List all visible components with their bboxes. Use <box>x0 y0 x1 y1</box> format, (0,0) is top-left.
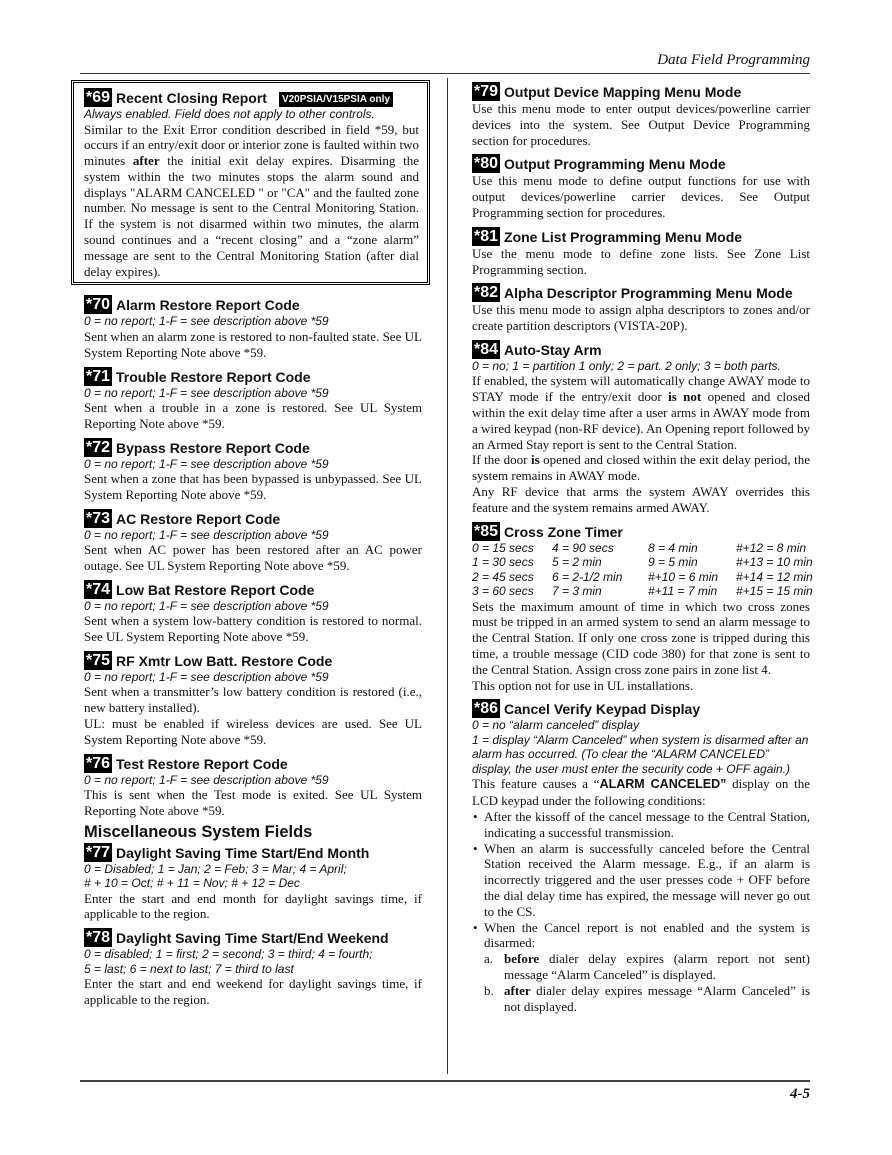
field-options: 5 = last; 6 = next to last; 7 = third to last <box>84 961 294 976</box>
field-description: Use the menu mode to define zone lists. See Zone List Programming section. <box>472 245 810 277</box>
footer-rule <box>80 1080 810 1082</box>
condition-list <box>472 809 810 951</box>
field-74-entry <box>84 580 422 645</box>
field-77-entry <box>84 843 422 923</box>
field-options: # + 10 = Oct; # + 11 = Nov; # + 12 = Dec <box>84 876 300 891</box>
cross-zone-options-grid <box>472 540 813 599</box>
field-title: Alarm Restore Report Code <box>116 297 300 314</box>
field-description: Similar to the Exit Error condition described in field *59, but occurs if an entry/exit door or interior zone is faulted within two minutes after the initial exit delay expires. Disarming the system within the two minutes stops the alarm sound and displays "ALARM CANCELED " or "CA" and the faulted zone number. No message is sent to the Central Monitoring Station. If the system is not disarmed within two minutes, the alarm sound continues and a “recent closing” and a “zone alarm” message are sent to the Central Monitoring Station (after dial delay expires). <box>84 121 419 279</box>
list-item: • When an alarm is successfully canceled before the Central Station received the Alarm message. E.g., if an alarm is incorrectly triggered and the user presses code + OFF before the dial delay time has expired, the message will never go out to the CS. <box>484 841 810 920</box>
field-70-entry <box>84 295 422 360</box>
field-description: Use this menu mode to define output functions for use with output devices/powerline carrier devices. See Output Programming section for procedures. <box>472 173 810 220</box>
option-cell: 5 = 2 min <box>552 555 602 570</box>
field-tag: *81 <box>474 227 499 245</box>
field-description: Sent when a zone that has been bypassed is unbypassed. See UL System Reporting Note above *59. <box>84 471 422 502</box>
ul-note: UL: must be enabled if wireless devices are used. See UL System Reporting Note above *59. <box>84 716 422 747</box>
field-options: 0 = no; 1 = partition 1 only; 2 = part. 2 only; 3 = both parts. <box>472 358 781 373</box>
field-title: Cross Zone Timer <box>504 523 623 540</box>
sub-condition-list <box>472 951 810 1014</box>
option-cell: #+11 = 7 min <box>648 584 718 599</box>
field-78-entry <box>84 928 422 1008</box>
field-tag: *79 <box>474 83 499 100</box>
ul-note: This option not for use in UL installations. <box>472 677 694 693</box>
field-description: This feature causes a “ALARM CANCELED” display on the LCD keypad under the following conditions: <box>472 776 810 809</box>
section-heading: Miscellaneous System Fields <box>84 822 313 841</box>
option-cell: 3 = 60 secs <box>472 584 534 599</box>
option-cell: #+15 = 15 min <box>736 584 813 599</box>
field-description: Sent when a system low-battery condition is restored to normal. See UL System Reporting Note above *59. <box>84 613 422 645</box>
field-title: Output Programming Menu Mode <box>504 156 726 173</box>
field-80-entry <box>472 154 810 220</box>
field-options: 0 = no report; 1-F = see description above *59 <box>84 527 329 542</box>
field-tag: *69 <box>86 89 111 106</box>
field-tag: *76 <box>86 754 111 772</box>
field-options: 0 = no “alarm canceled” display <box>472 718 640 733</box>
field-options: 0 = no report; 1-F = see description above *59 <box>84 669 329 684</box>
field-title: Daylight Saving Time Start/End Weekend <box>116 930 389 947</box>
option-cell: #+12 = 8 min <box>736 540 807 555</box>
field-description: Enter the start and end weekend for daylight savings time, if applicable to the region. <box>84 976 422 1007</box>
field-title: Daylight Saving Time Start/End Month <box>116 844 370 861</box>
field-options: 0 = no report; 1-F = see description above *59 <box>84 456 329 471</box>
field-title: Bypass Restore Report Code <box>116 439 310 456</box>
model-badge: V20PSIA/V15PSIA only <box>279 92 393 107</box>
field-description: Sent when an alarm zone is restored to non-faulted state. See UL System Reporting Note above *59. <box>84 328 422 360</box>
right-column <box>472 80 813 1020</box>
option-cell: 2 = 45 secs <box>472 569 534 584</box>
field-options: 0 = Disabled; 1 = Jan; 2 = Feb; 3 = Mar; 4 = April; <box>84 861 347 876</box>
list-item: • After the kissoff of the cancel message to the Central Station, indicating a successful transmission. <box>484 809 810 841</box>
field-tag: *84 <box>474 340 499 358</box>
field-69-box <box>71 80 430 285</box>
option-cell: 4 = 90 secs <box>552 540 614 555</box>
field-title: Low Bat Restore Report Code <box>116 581 315 598</box>
option-cell: 1 = 30 secs <box>472 555 534 570</box>
option-cell: 9 = 5 min <box>648 555 698 570</box>
field-description: Sent when AC power has been restored after an AC power outage. See UL System Reporting Note above *59. <box>84 542 422 574</box>
field-title: Zone List Programming Menu Mode <box>504 228 743 245</box>
field-options: Always enabled. Field does not apply to other controls. <box>84 107 375 121</box>
field-tag: *86 <box>474 700 499 718</box>
field-81-entry <box>472 227 810 278</box>
field-title: RF Xmtr Low Batt. Restore Code <box>116 652 333 669</box>
field-title: Trouble Restore Report Code <box>116 368 311 385</box>
field-title: AC Restore Report Code <box>116 510 281 527</box>
list-item: a. before dialer delay expires (alarm report not sent) message “Alarm Canceled” is displayed. <box>484 951 810 982</box>
field-tag: *70 <box>86 296 111 314</box>
field-title: Alpha Descriptor Programming Menu Mode <box>504 285 793 302</box>
field-title: Auto-Stay Arm <box>504 341 602 358</box>
field-85-entry <box>472 522 813 694</box>
field-options: 0 = no report; 1-F = see description above *59 <box>84 598 329 613</box>
option-cell: #+13 = 10 min <box>736 555 813 570</box>
page-number: 4-5 <box>790 1086 810 1102</box>
field-description: Sets the maximum amount of time in which two cross zones must be tripped in an armed system to send an alarm message to the Central Station. If only one cross zone is tripped during this time, a trouble message (CID code 380) for that zone is sent to the Central Station. Assign cross zone pairs in zone list 4. <box>472 598 810 677</box>
field-tag: *77 <box>86 843 111 861</box>
field-tag: *82 <box>474 284 499 302</box>
field-title: Cancel Verify Keypad Display <box>504 701 701 718</box>
list-item: b. after dialer delay expires message “Alarm Canceled” is not displayed. <box>484 982 810 1014</box>
field-73-entry <box>84 509 422 574</box>
page-header-title: Data Field Programming <box>657 52 810 68</box>
field-description: Use this menu mode to assign alpha descriptors to zones and/or create partition descriptors (VISTA-20P). <box>472 302 810 334</box>
option-cell: #+10 = 6 min <box>648 569 719 584</box>
field-options: 1 = display “Alarm Canceled” when system is disarmed after an alarm has occurred. (To clear the “ALARM CANCELED” display, the user must enter the security code + OFF again.) <box>472 732 809 776</box>
field-options: 0 = no report; 1-F = see description above *59 <box>84 772 329 787</box>
option-cell: 7 = 3 min <box>552 584 602 599</box>
field-description: Use this menu mode to enter output devices/powerline carrier devices into the system. See Output Device Programming section for procedures. <box>472 101 810 148</box>
field-description: Sent when a transmitter’s low battery condition is restored (i.e., new battery installed). <box>84 684 422 716</box>
option-cell: 6 = 2-1/2 min <box>552 569 623 584</box>
field-options: 0 = disabled; 1 = first; 2 = second; 3 = third; 4 = fourth; <box>84 947 373 962</box>
field-79-entry <box>472 82 810 148</box>
field-69-heading <box>84 88 419 107</box>
field-tag: *73 <box>86 509 111 527</box>
field-76-entry <box>84 754 422 819</box>
field-tag: *78 <box>86 929 111 947</box>
field-71-entry <box>84 367 422 432</box>
field-84-entry <box>472 340 810 516</box>
field-title: Output Device Mapping Menu Mode <box>504 84 742 100</box>
option-cell: 0 = 15 secs <box>472 540 534 555</box>
field-tag: *72 <box>86 438 111 456</box>
field-description: Any RF device that arms the system AWAY overrides this feature and the system remains armed AWAY. <box>472 484 810 515</box>
field-description: If the door is opened and closed within the exit delay period, the system remains in AWAY mode. <box>472 452 810 484</box>
field-title: Recent Closing Report <box>116 90 267 106</box>
field-75-entry <box>84 651 422 748</box>
field-tag: *75 <box>86 651 111 669</box>
field-tag: *71 <box>86 367 111 385</box>
field-tag: *85 <box>474 522 499 540</box>
left-column <box>84 80 422 1014</box>
field-description: If enabled, the system will automatically change AWAY mode to STAY mode if the entry/exit door is not opened and closed within the exit delay time after a user arms in AWAY mode from a wired keypad (non-RF device). An Opening report followed by an Armed Stay report is sent to the Central Station. <box>472 373 810 452</box>
field-title: Test Restore Report Code <box>116 755 288 772</box>
field-tag: *74 <box>86 580 111 598</box>
field-options: 0 = no report; 1-F = see description above *59 <box>84 385 329 400</box>
field-82-entry <box>472 283 810 334</box>
header-rule <box>80 73 810 74</box>
field-72-entry <box>84 438 422 503</box>
field-description: Enter the start and end month for daylight savings time, if applicable to the region. <box>84 890 422 922</box>
field-description: Sent when a trouble in a zone is restored. See UL System Reporting Note above *59. <box>84 400 422 431</box>
option-cell: 8 = 4 min <box>648 540 698 555</box>
list-item: • When the Cancel report is not enabled and the system is disarmed: <box>484 920 810 952</box>
column-divider <box>447 78 448 1074</box>
option-cell: #+14 = 12 min <box>736 569 813 584</box>
field-description: This is sent when the Test mode is exited. See UL System Reporting Note above *59. <box>84 787 422 818</box>
field-options: 0 = no report; 1-F = see description above *59 <box>84 314 329 329</box>
field-86-entry <box>472 699 810 1014</box>
field-tag: *80 <box>474 155 499 173</box>
